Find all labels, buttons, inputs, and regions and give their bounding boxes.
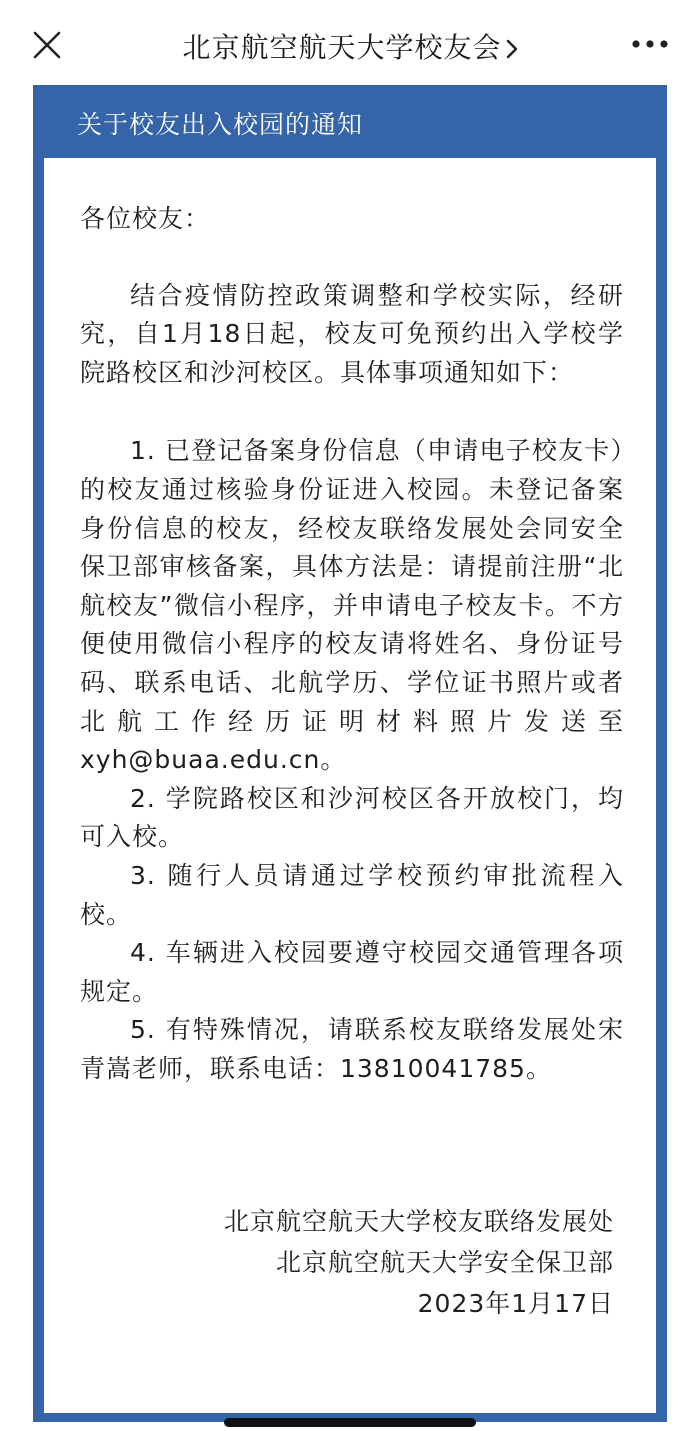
notice-item: 3. 随行人员请通过学校预约审批流程入校。 bbox=[80, 860, 624, 929]
notice-header bbox=[33, 85, 667, 157]
notice-title: 关于校友出入校园的通知 bbox=[77, 110, 364, 139]
notice-item: 5. 有特殊情况，请联系校友联络发展处宋青嵩老师，联系电话：13810041785。 bbox=[80, 1015, 624, 1083]
notice-item: 1. 已登记备案身份信息（申请电子校友卡）的校友通过核验身份证进入校园。未登记备案身份信息的校友，经校友联络发展处会同安全保卫部审核备案，具体方法是：请提前注册“北航校友”微信小程序，并申请电子校友卡。不方便使用微信小程序的校友请将姓名、身份证号码、联系电话、北航学历、学位证书照片或者北航工作经历证明材料照片发送至xyh@buaa.edu.cn。 bbox=[80, 436, 624, 775]
chevron-right-icon bbox=[506, 39, 518, 59]
notice-item: 2. 学院路校区和沙河校区各开放校门，均可入校。 bbox=[80, 783, 624, 852]
home-indicator[interactable] bbox=[224, 1418, 476, 1427]
issuer-alumni-office: 北京航空航天大学校友联络发展处 bbox=[223, 1207, 614, 1236]
issuer-security-department: 北京航空航天大学安全保卫部 bbox=[275, 1248, 614, 1277]
signoff-block bbox=[224, 1201, 614, 1324]
account-title: 北京航空航天大学校友会 bbox=[182, 31, 502, 64]
top-navigation-bar bbox=[0, 0, 700, 86]
more-icon[interactable] bbox=[630, 36, 670, 52]
notice-content bbox=[80, 200, 624, 1088]
account-title-link[interactable] bbox=[0, 26, 700, 66]
notice-body bbox=[44, 158, 656, 1413]
salutation: 各位校友： bbox=[80, 204, 211, 233]
notice-card bbox=[33, 85, 667, 1422]
notice-item: 4. 车辆进入校园要遵守校园交通管理各项规定。 bbox=[80, 938, 624, 1006]
intro-paragraph: 结合疫情防控政策调整和学校实际，经研究，自1月18日起，校友可免预约出入学校学院路校区和沙河校区。具体事项通知如下： bbox=[80, 280, 624, 387]
issue-date: 2023年1月17日 bbox=[417, 1289, 614, 1318]
